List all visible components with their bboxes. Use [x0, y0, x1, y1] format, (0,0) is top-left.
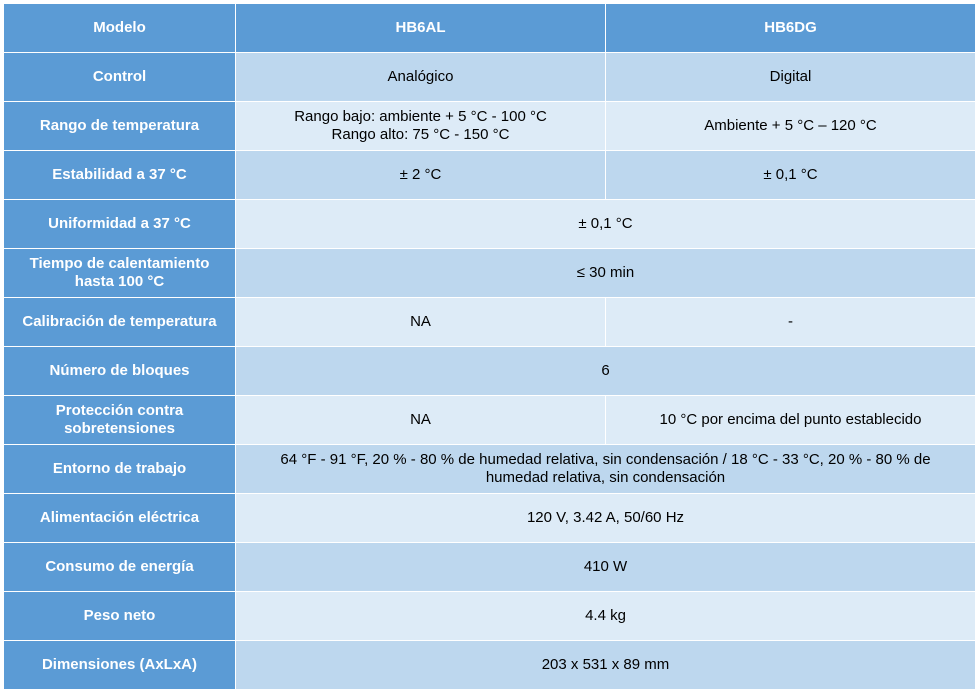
hb6dg-value: Ambiente + 5 °C – 120 °C — [606, 102, 976, 151]
label-line: Protección contra — [55, 402, 184, 419]
hb6dg-value: ± 0,1 °C — [606, 151, 976, 200]
table-row — [4, 396, 976, 445]
row-label — [4, 396, 236, 445]
row-label: Entorno de trabajo — [4, 445, 236, 494]
header-hb6al: HB6AL — [236, 4, 606, 53]
table-row — [4, 151, 976, 200]
hb6al-value — [236, 102, 606, 151]
table-row — [4, 200, 976, 249]
row-label: Estabilidad a 37 °C — [4, 151, 236, 200]
header-hb6dg: HB6DG — [606, 4, 976, 53]
row-label: Alimentación eléctrica — [4, 494, 236, 543]
value-line: humedad relativa, sin condensación — [485, 469, 726, 486]
shared-value: ± 0,1 °C — [236, 200, 976, 249]
table-row — [4, 347, 976, 396]
shared-value: ≤ 30 min — [236, 249, 976, 298]
label-line: sobretensiones — [64, 420, 175, 437]
value-line: Rango alto: 75 °C - 150 °C — [331, 126, 510, 143]
label-line: hasta 100 °C — [74, 273, 165, 290]
hb6al-value: ± 2 °C — [236, 151, 606, 200]
header-row — [4, 4, 976, 53]
shared-value: 410 W — [236, 543, 976, 592]
row-label: Consumo de energía — [4, 543, 236, 592]
shared-value: 203 x 531 x 89 mm — [236, 641, 976, 690]
hb6dg-value: Digital — [606, 53, 976, 102]
spec-table — [3, 3, 976, 690]
row-label: Control — [4, 53, 236, 102]
row-label — [4, 249, 236, 298]
value-line: 64 °F - 91 °F, 20 % - 80 % de humedad relativa, sin condensación / 18 °C - 33 °C, 20 % - 80 % de — [280, 451, 931, 468]
hb6al-value: NA — [236, 298, 606, 347]
table-row — [4, 298, 976, 347]
table-row — [4, 249, 976, 298]
row-label: Dimensiones (AxLxA) — [4, 641, 236, 690]
hb6al-value: NA — [236, 396, 606, 445]
row-label: Calibración de temperatura — [4, 298, 236, 347]
row-label: Peso neto — [4, 592, 236, 641]
shared-value: 120 V, 3.42 A, 50/60 Hz — [236, 494, 976, 543]
shared-value — [236, 445, 976, 494]
header-modelo: Modelo — [4, 4, 236, 53]
hb6al-value: Analógico — [236, 53, 606, 102]
table-row — [4, 53, 976, 102]
shared-value: 6 — [236, 347, 976, 396]
row-label: Rango de temperatura — [4, 102, 236, 151]
hb6dg-value: - — [606, 298, 976, 347]
row-label: Uniformidad a 37 °C — [4, 200, 236, 249]
table-row — [4, 494, 976, 543]
value-line: Rango bajo: ambiente + 5 °C - 100 °C — [294, 108, 547, 125]
table-row — [4, 641, 976, 690]
shared-value: 4.4 kg — [236, 592, 976, 641]
table-row — [4, 592, 976, 641]
table-row — [4, 543, 976, 592]
table-row — [4, 445, 976, 494]
label-line: Tiempo de calentamiento — [29, 255, 210, 272]
hb6dg-value: 10 °C por encima del punto establecido — [606, 396, 976, 445]
row-label: Número de bloques — [4, 347, 236, 396]
table-row — [4, 102, 976, 151]
